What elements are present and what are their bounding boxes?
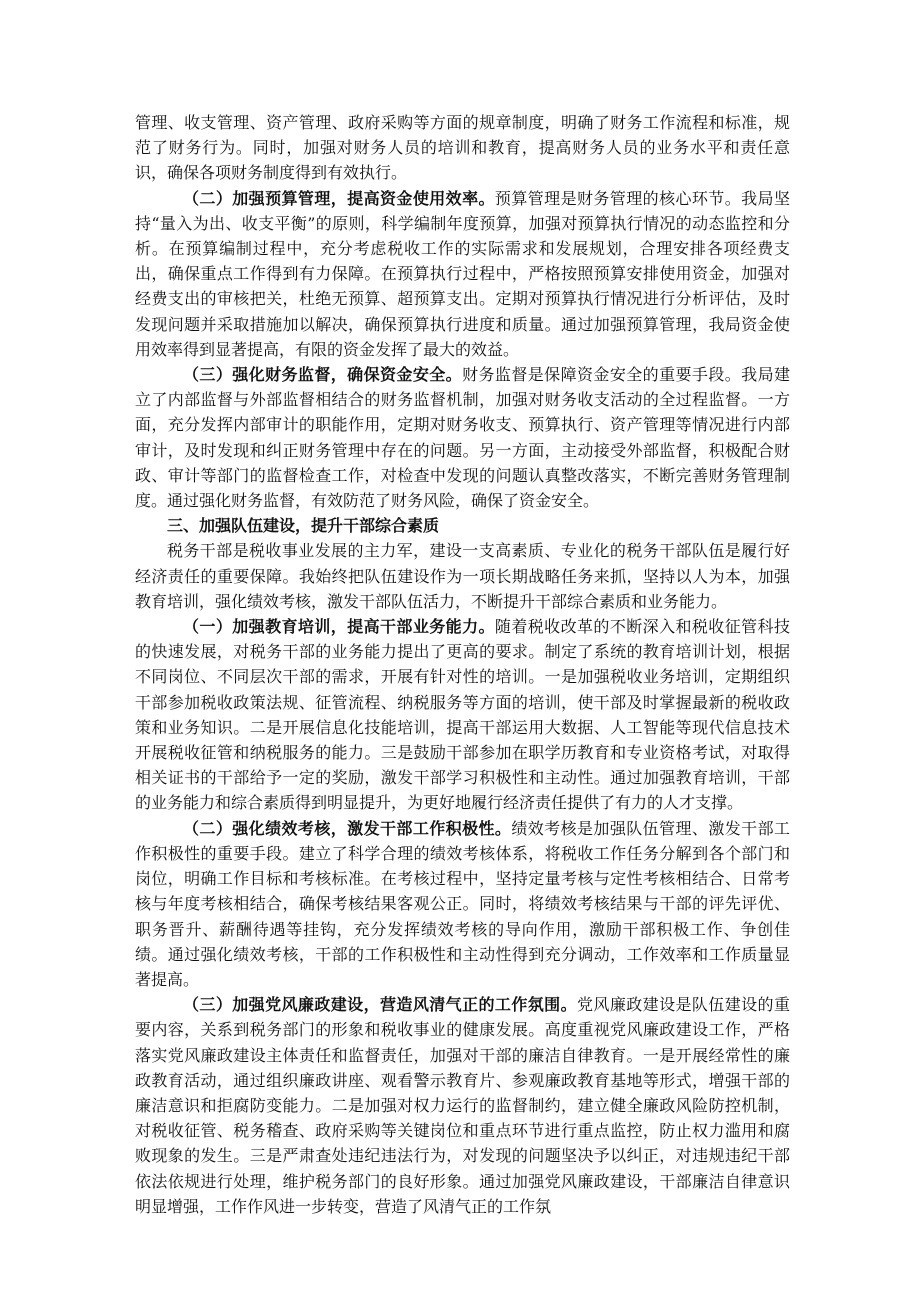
paragraph-heading: （一）加强教育培训，提高干部业务能力。	[183, 617, 495, 637]
paragraph-heading: （三）强化财务监督，确保资金安全。	[183, 365, 463, 385]
paragraph-budget-management	[135, 186, 790, 362]
paragraph-body: 随着税收改革的不断深入和税收征管科技的快速发展，对税务干部的业务能力提出了更高的要求。制定了系统的教育培训计划，根据不同岗位、不同层次干部的需求，开展有针对性的培训。一是加强税收业务培训，定期组织干部参加税收政策法规、征管流程、纳税服务等方面的培训，使干部及时掌握最新的税收政策和业务知识。二是开展信息化技能培训，提高干部运用大数据、人工智能等现代信息技术开展税收征管和纳税服务的能力。三是鼓励干部参加在职学历教育和专业资格考试，对取得相关证书的干部给予一定的奖励，激发干部学习积极性和主动性。通过加强教育培训，干部的业务能力和综合素质得到明显提升，为更好地履行经济责任提供了有力的人才支撑。	[135, 617, 790, 813]
paragraph-body: 税务干部是税收事业发展的主力军，建设一支高素质、专业化的税务干部队伍是履行好经济责任的重要保障。我始终把队伍建设作为一项长期战略任务来抓，坚持以人为本，加强教育培训，强化绩效考核，激发干部队伍活力，不断提升干部综合素质和业务能力。	[135, 541, 790, 611]
document-page	[135, 110, 790, 1219]
paragraph-financial-rules	[135, 110, 790, 186]
paragraph-heading: （二）加强预算管理，提高资金使用效率。	[183, 188, 495, 208]
paragraph-body: 绩效考核是加强队伍管理、激发干部工作积极性的重要手段。建立了科学合理的绩效考核体系，将税收工作任务分解到各个部门和岗位，明确工作目标和考核标准。在考核过程中，坚持定量考核与定性考核相结合、日常考核与年度考核相结合，确保考核结果客观公正。同时，将绩效考核结果与干部的评先评优、职务晋升、薪酬待遇等挂钩，充分发挥绩效考核的导向作用，激励干部积极工作、争创佳绩。通过强化绩效考核，干部的工作积极性和主动性得到充分调动，工作效率和工作质量显著提高。	[135, 818, 790, 989]
paragraph-integrity-building	[135, 992, 790, 1219]
paragraph-financial-supervision	[135, 362, 790, 513]
paragraph-education-training	[135, 614, 790, 816]
paragraph-body: 管理、收支管理、资产管理、政府采购等方面的规章制度，明确了财务工作流程和标准，规范了财务行为。同时，加强对财务人员的培训和教育，提高财务人员的业务水平和责任意识，确保各项财务制度得到有效执行。	[135, 113, 790, 183]
paragraph-body: 预算管理是财务管理的核心环节。我局坚持“量入为出、收支平衡”的原则，科学编制年度预算，加强对预算执行情况的动态监控和分析。在预算编制过程中，充分考虑税收工作的实际需求和发展规划，合理安排各项经费支出，确保重点工作得到有力保障。在预算执行过程中，严格按照预算安排使用资金，加强对经费支出的审核把关，杜绝无预算、超预算支出。定期对预算执行情况进行分析评估，及时发现问题并采取措施加以解决，确保预算执行进度和质量。通过加强预算管理，我局资金使用效率得到显著提高，有限的资金发挥了最大的效益。	[135, 188, 790, 359]
paragraph-performance-assessment	[135, 816, 790, 992]
paragraph-heading: （三）加强党风廉政建设，营造风清气正的工作氛围。	[183, 995, 577, 1015]
paragraph-heading: （二）强化绩效考核，激发干部工作积极性。	[183, 818, 512, 838]
paragraph-body: 财务监督是保障资金安全的重要手段。我局建立了内部监督与外部监督相结合的财务监督机制，加强对财务收支活动的全过程监督。一方面，充分发挥内部审计的职能作用，定期对财务收支、预算执行、资产管理等情况进行内部审计，及时发现和纠正财务管理中存在的问题。另一方面，主动接受外部监督，积极配合财政、审计等部门的监督检查工作，对检查中发现的问题认真整改落实，不断完善财务管理制度。通过强化财务监督，有效防范了财务风险，确保了资金安全。	[135, 365, 790, 511]
section-heading-team-building	[135, 513, 790, 538]
paragraph-team-building-intro	[135, 538, 790, 614]
section-heading: 三、加强队伍建设，提升干部综合素质	[167, 516, 440, 536]
paragraph-body: 党风廉政建设是队伍建设的重要内容，关系到税务部门的形象和税收事业的健康发展。高度重视党风廉政建设工作，严格落实党风廉政建设主体责任和监督责任，加强对干部的廉洁自律教育。一是开展经常性的廉政教育活动，通过组织廉政讲座、观看警示教育片、参观廉政教育基地等形式，增强干部的廉洁意识和拒腐防变能力。二是加强对权力运行的监督制约，建立健全廉政风险防控机制，对税收征管、税务稽查、政府采购等关键岗位和重点环节进行重点监控，防止权力滥用和腐败现象的发生。三是严肃查处违纪违法行为，对发现的问题坚决予以纠正，对违规违纪干部依法依规进行处理，维护税务部门的良好形象。通过加强党风廉政建设，干部廉洁自律意识明显增强，工作作风进一步转变，营造了风清气正的工作氛	[135, 995, 790, 1216]
